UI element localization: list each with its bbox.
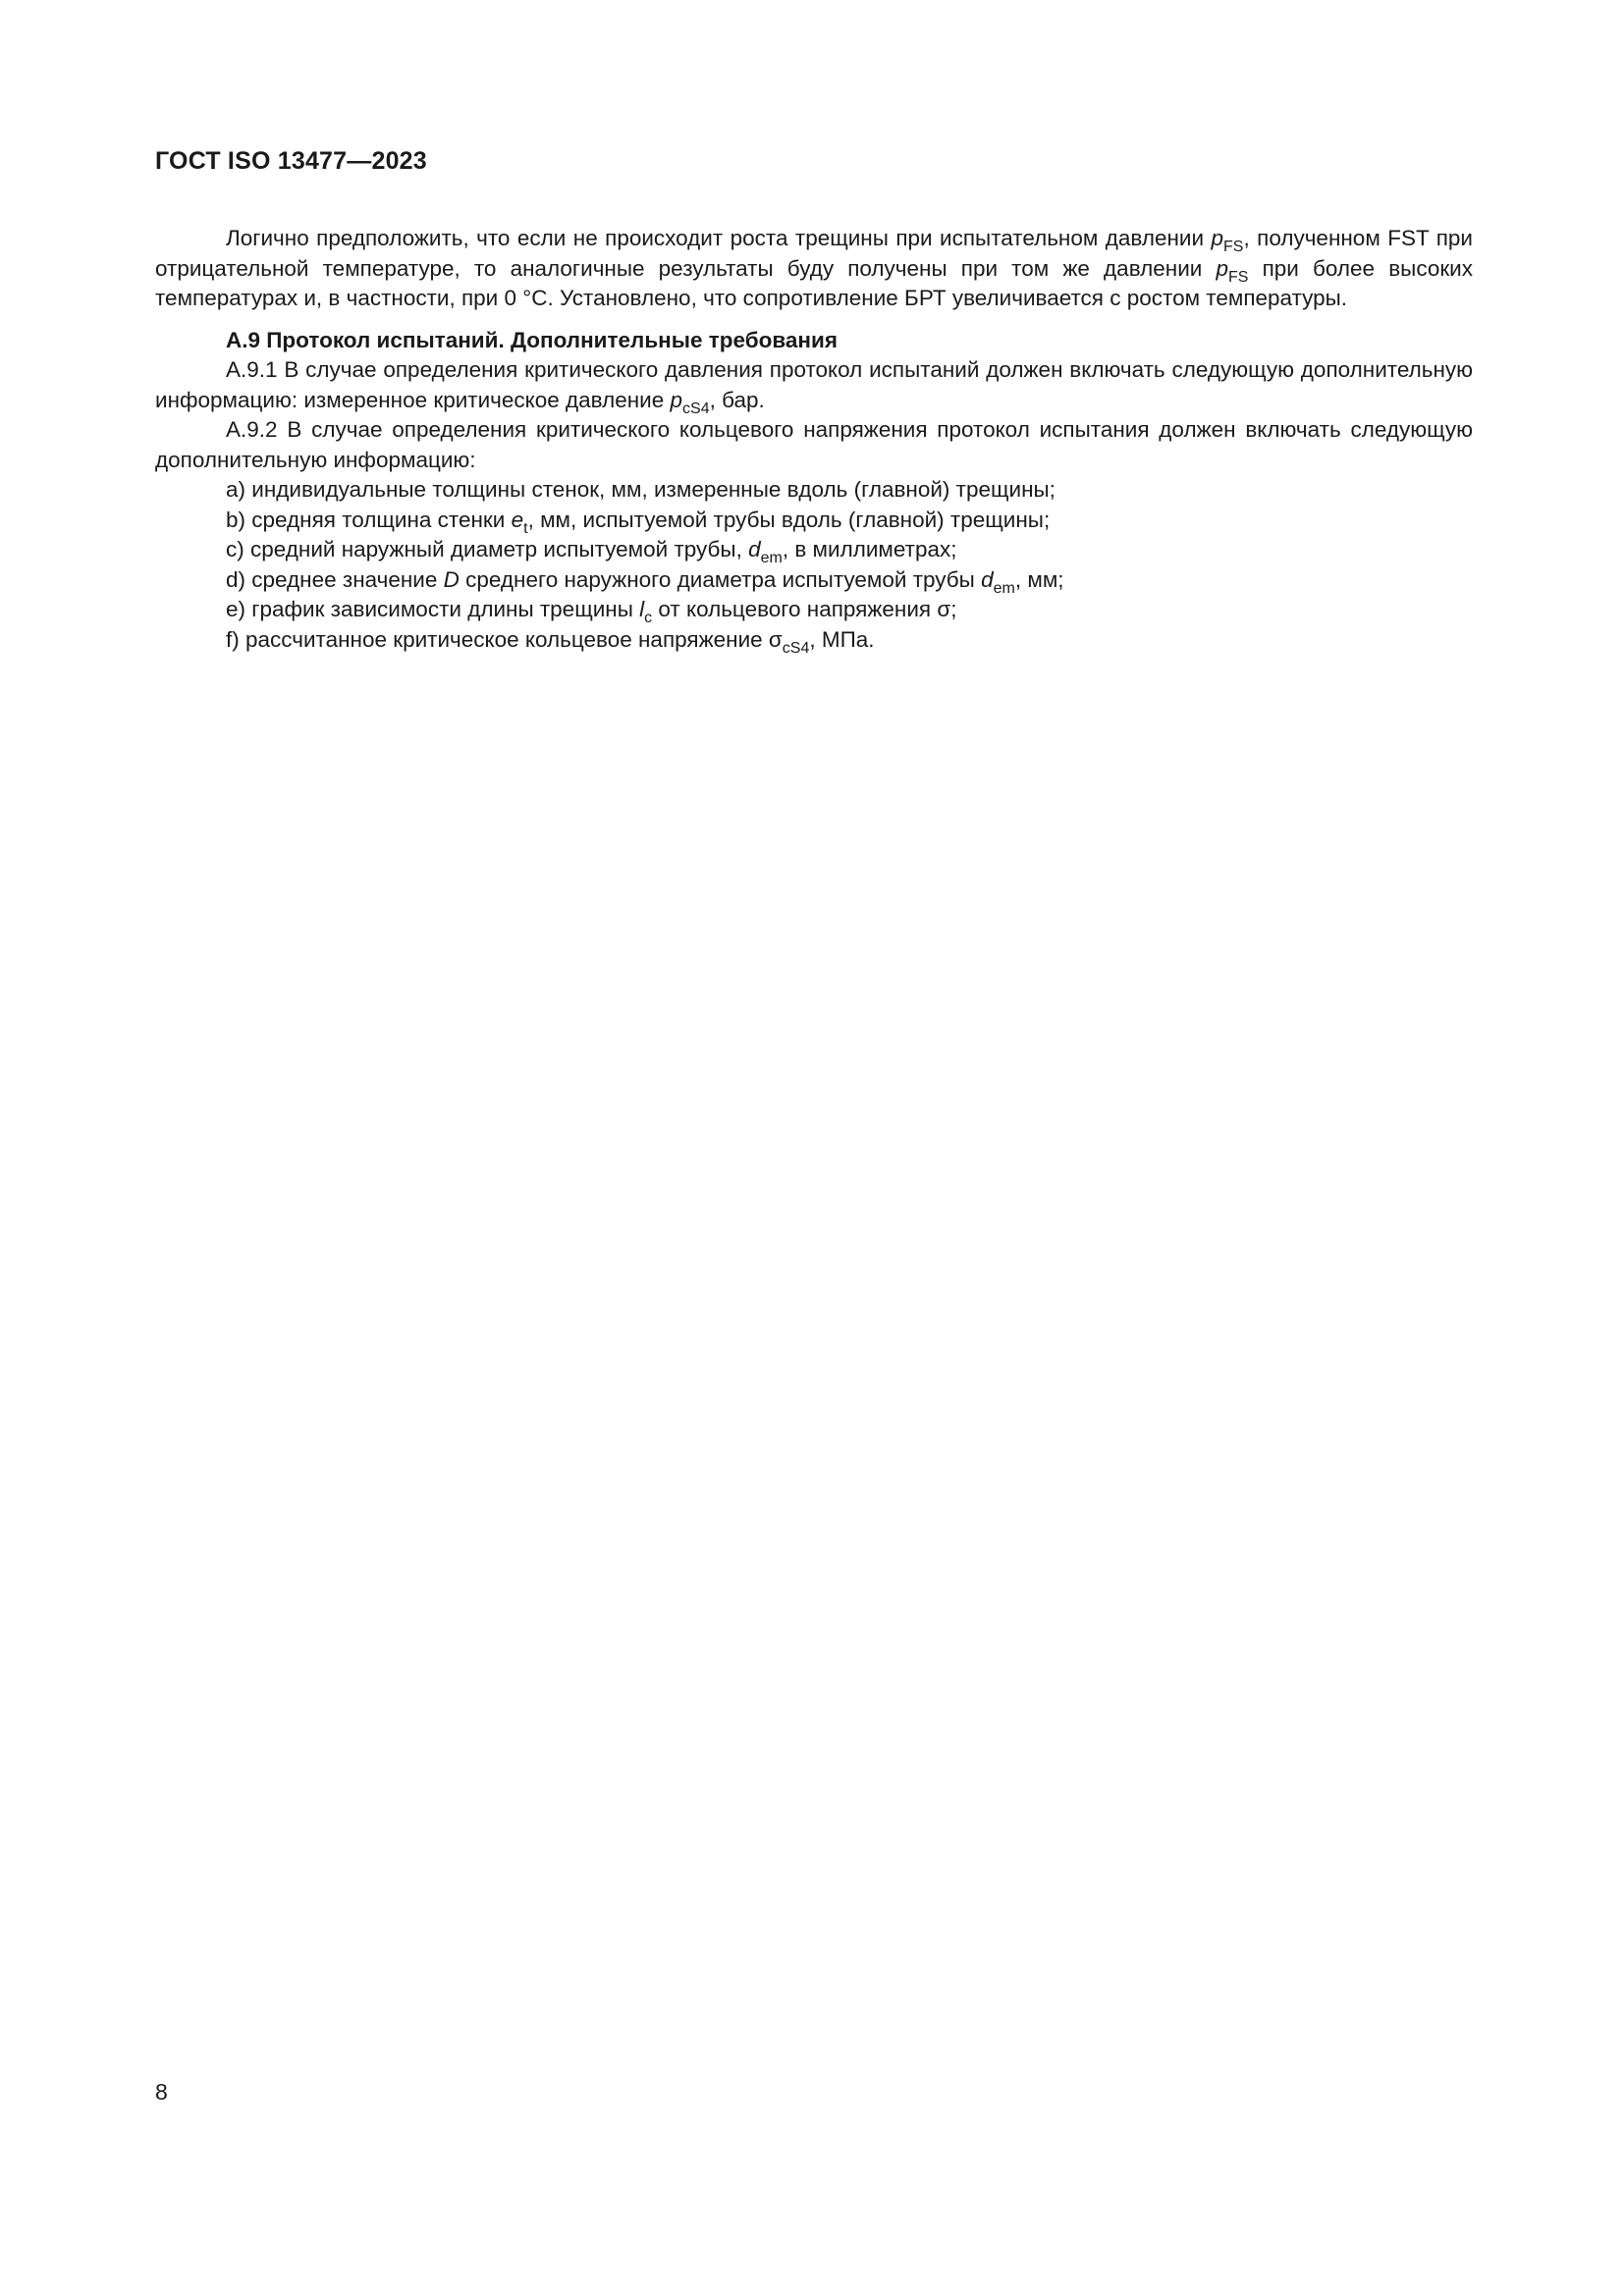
document-body <box>155 224 1473 655</box>
crack-length-symbol: l <box>639 597 645 621</box>
pressure-symbol: p <box>1211 226 1223 250</box>
list-item-d <box>155 565 1473 596</box>
list-item-d-text-2: среднего наружного диаметра испытуемой трубы <box>459 566 982 592</box>
intro-paragraph <box>155 224 1473 314</box>
document-header: ГОСТ ISO 13477—2023 <box>155 147 427 175</box>
list-item-a-text: a) индивидуальные толщины стенок, мм, измеренные вдоль (главной) трещины; <box>226 477 1056 502</box>
diameter-subscript-2: em <box>993 579 1015 597</box>
pressure-subscript-2: FS <box>1228 268 1249 286</box>
list-item-f <box>155 625 1473 656</box>
list-item-c-text-1: c) средний наружный диаметр испытуемой трубы, <box>226 537 749 561</box>
list-item-f-text-1: f) рассчитанное критическое кольцевое напряжение σ <box>226 626 783 652</box>
list-item-e-text-2: от кольцевого напряжения σ; <box>652 597 957 621</box>
intro-text-3: при более высоких температурах и, в частности, при 0 °С. Установлено, что сопротивление БРТ увеличивается с ростом температуры. <box>155 255 1474 310</box>
list-item-a <box>155 475 1473 506</box>
critical-pressure-symbol: p <box>670 387 683 412</box>
page-number: 8 <box>155 2079 168 2105</box>
clause-a92: А.9.2 В случае определения критического кольцевого напряжения протокол испытания должен включать следующую дополнительную информацию: <box>155 417 1473 472</box>
list-item-c-text-2: , в миллиметрах; <box>782 537 957 561</box>
list-item-c <box>155 535 1473 565</box>
crack-length-subscript: c <box>644 610 653 626</box>
wall-thickness-subscript: t <box>523 519 528 537</box>
pressure-subscript: FS <box>1223 239 1244 255</box>
pressure-symbol-2: p <box>1216 255 1228 281</box>
diameter-symbol-2: d <box>981 566 994 592</box>
wall-thickness-symbol: e <box>511 507 524 532</box>
hoop-stress-subscript: cS4 <box>782 639 810 657</box>
list-item-d-text-3: , мм; <box>1014 566 1064 592</box>
diameter-symbol: d <box>748 537 761 561</box>
intro-text-2: , полученном FST при отрицательной температуре, то аналогичные результаты буду получены при том же давлении <box>155 226 1473 281</box>
mean-value-symbol: D <box>443 566 460 592</box>
list-item-f-text-2: , МПа. <box>809 626 875 652</box>
section-title: А.9 Протокол испытаний. Дополнительные требования <box>226 327 838 352</box>
clause-a91 <box>155 355 1473 415</box>
list-item-e <box>155 595 1473 625</box>
list-item-d-text-1: d) среднее значение <box>226 566 444 592</box>
requirements-list <box>155 475 1473 655</box>
clause-a91-text-1: А.9.1 В случае определения критического давления протокол испытаний должен включать следующую дополнительную информацию: измеренное критическое давление <box>155 357 1473 412</box>
list-item-b-text-2: , мм, испытуемой трубы вдоль (главной) трещины; <box>527 507 1051 532</box>
list-item-b <box>155 506 1473 536</box>
critical-pressure-subscript: cS4 <box>682 400 710 417</box>
diameter-subscript: em <box>760 550 783 566</box>
clause-a91-text-2: , бар. <box>709 387 765 412</box>
intro-text-1: Логично предположить, что если не происходит роста трещины при испытательном давлении <box>226 226 1212 250</box>
list-item-e-text-1: e) график зависимости длины трещины <box>226 597 640 621</box>
list-item-b-text-1: b) средняя толщина стенки <box>226 507 512 532</box>
